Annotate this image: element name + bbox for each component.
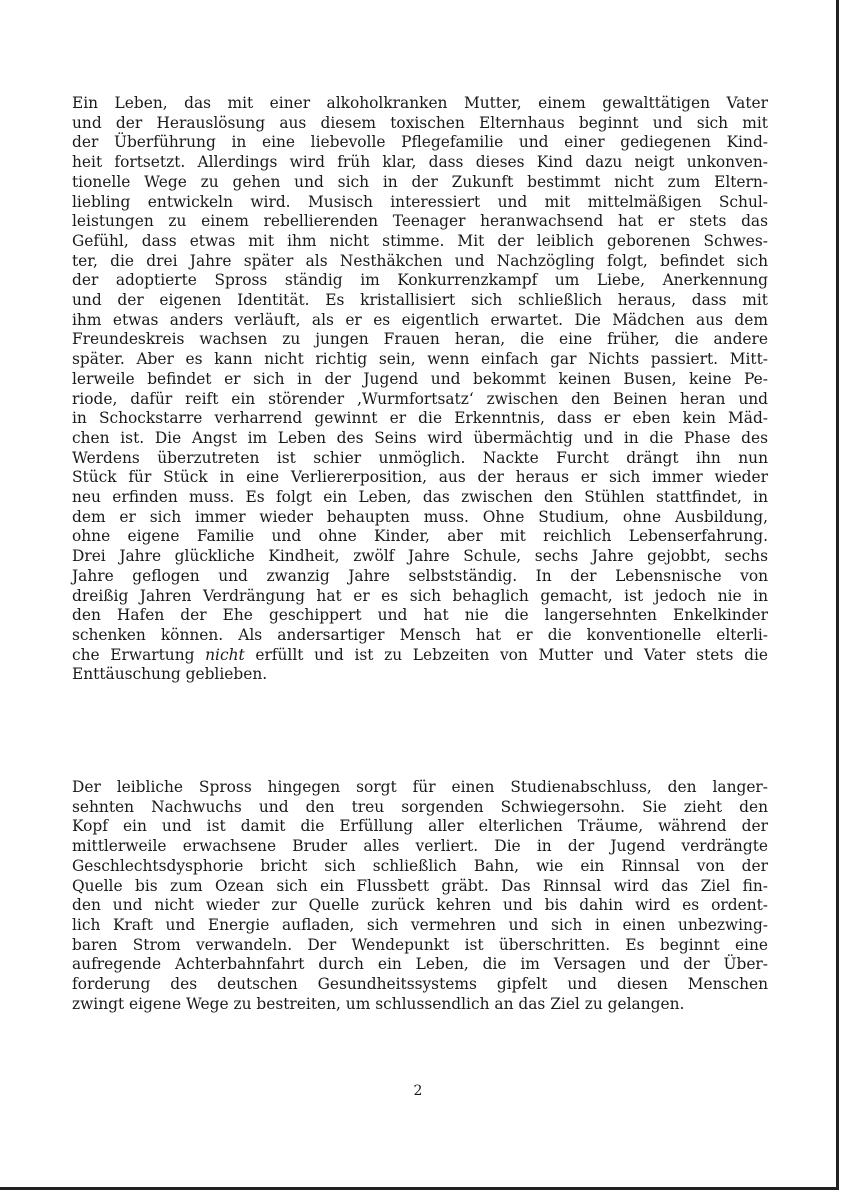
text-line: Werdens überzutreten ist schier unmöglich. Nackte Furcht drängt ihn nun xyxy=(72,448,768,467)
text-line: der Überführung in eine liebevolle Pflegefamilie und einer gediegenen Kind- xyxy=(72,133,768,152)
text-line: Freundeskreis wachsen zu jungen Frauen heran, die eine früher, die andere xyxy=(72,330,768,349)
text-line: mittlerweile erwachsene Bruder alles verliert. Die in der Jugend verdrängte xyxy=(72,837,768,856)
text-line: chen ist. Die Angst im Leben des Seins wird übermächtig und in die Phase des xyxy=(72,428,768,447)
text-line: liebling entwickeln wird. Musisch interessiert und mit mittelmäßigen Schul- xyxy=(72,192,768,211)
text-line: Geschlechtsdysphorie bricht sich schließlich Bahn, wie ein Rinnsal von der xyxy=(72,856,768,875)
text-line: ihm etwas anders verläuft, als er es eigentlich erwartet. Die Mädchen aus dem xyxy=(72,310,768,329)
text-line: der adoptierte Spross ständig im Konkurrenzkampf um Liebe, Anerkennung xyxy=(72,271,768,290)
text-line: lerweile befindet er sich in der Jugend und bekommt keinen Busen, keine Pe- xyxy=(72,369,768,388)
text-line: Stück für Stück in eine Verliererposition, aus der heraus er sich immer wieder xyxy=(72,468,768,487)
text-line: lich Kraft und Energie aufladen, sich vermehren und sich in einen unbezwing- xyxy=(72,915,768,934)
text-line: Ein Leben, das mit einer alkoholkranken Mutter, einem gewalttätigen Vater xyxy=(72,94,768,112)
text-line: sehnten Nachwuchs und den treu sorgenden Schwiegersohn. Sie zieht den xyxy=(72,797,768,816)
text-line: später. Aber es kann nicht richtig sein, wenn einfach gar Nichts passiert. Mitt- xyxy=(72,350,768,369)
text-line: Kopf ein und ist damit die Erfüllung aller elterlichen Träume, während der xyxy=(72,817,768,836)
text-line: ohne eigene Familie und ohne Kinder, aber mit reichlich Lebenserfahrung. xyxy=(72,527,768,546)
paragraph-1 xyxy=(72,94,768,685)
text-line: heit fortsetzt. Allerdings wird früh klar, dass dieses Kind dazu neigt unkonven- xyxy=(72,153,768,172)
text-line: Der leibliche Spross hingegen sorgt für einen Studienabschluss, den langer- xyxy=(72,778,768,796)
text-line: in Schockstarre verharrend gewinnt er die Erkenntnis, dass er eben kein Mäd- xyxy=(72,409,768,428)
text-line: ter, die drei Jahre später als Nesthäkchen und Nachzögling folgt, befindet sich xyxy=(72,251,768,270)
text-line: den und nicht wieder zur Quelle zurück kehren und bis dahin wird es ordent- xyxy=(72,896,768,915)
text-line-last: zwingt eigene Wege zu bestreiten, um schlussendlich an das Ziel zu gelangen. xyxy=(72,994,685,1013)
text-line: dem er sich immer wieder behaupten muss. Ohne Studium, ohne Ausbildung, xyxy=(72,507,768,526)
text-line-with-italic xyxy=(72,646,768,666)
text-line: tionelle Wege zu gehen und sich in der Zukunft bestimmt nicht zum Eltern- xyxy=(72,172,768,191)
text-segment: che Erwartung xyxy=(72,645,206,664)
text-line: forderung des deutschen Gesundheitssystems gipfelt und diesen Menschen xyxy=(72,975,768,994)
italic-emphasis: nicht xyxy=(205,645,245,664)
text-line: Jahre geflogen und zwanzig Jahre selbstständig. In der Lebensnische von xyxy=(72,566,768,585)
text-line: baren Strom verwandeln. Der Wendepunkt ist überschritten. Es beginnt eine xyxy=(72,935,768,954)
text-line: Drei Jahre glückliche Kindheit, zwölf Jahre Schule, sechs Jahre gejobbt, sechs xyxy=(72,547,768,566)
text-line: dreißig Jahren Verdrängung hat er es sich behaglich gemacht, ist jedoch nie in xyxy=(72,586,768,605)
page-number: 2 xyxy=(413,1083,423,1099)
text-line: Quelle bis zum Ozean sich ein Flussbett gräbt. Das Rinnsal wird das Ziel fin- xyxy=(72,876,768,895)
paragraph-2 xyxy=(72,778,768,1014)
text-segment: erfüllt und ist zu Lebzeiten von Mutter und Vater stets die xyxy=(244,645,768,664)
text-line: schenken können. Als andersartiger Mensch hat er die konventionelle elterli- xyxy=(72,625,768,644)
text-line: neu erfinden muss. Es folgt ein Leben, das zwischen den Stühlen stattfindet, in xyxy=(72,488,768,507)
text-line-last: Enttäuschung geblieben. xyxy=(72,665,268,684)
text-line: leistungen zu einem rebellierenden Teenager heranwachsend hat er stets das xyxy=(72,212,768,231)
text-line: Gefühl, dass etwas mit ihm nicht stimme. Mit der leiblich geborenen Schwes- xyxy=(72,231,768,250)
text-line: und der eigenen Identität. Es kristallisiert sich schließlich heraus, dass mit xyxy=(72,291,768,310)
text-line: aufregende Achterbahnfahrt durch ein Leben, die im Versagen und der Über- xyxy=(72,955,768,974)
text-line: und der Herauslösung aus diesem toxischen Elternhaus beginnt und sich mit xyxy=(72,113,768,132)
text-line: den Hafen der Ehe geschippert und hat nie die langersehnten Enkelkinder xyxy=(72,606,768,625)
text-line: riode, dafür reift ein störender ‚Wurmfortsatz‘ zwischen den Beinen heran und xyxy=(72,389,768,408)
